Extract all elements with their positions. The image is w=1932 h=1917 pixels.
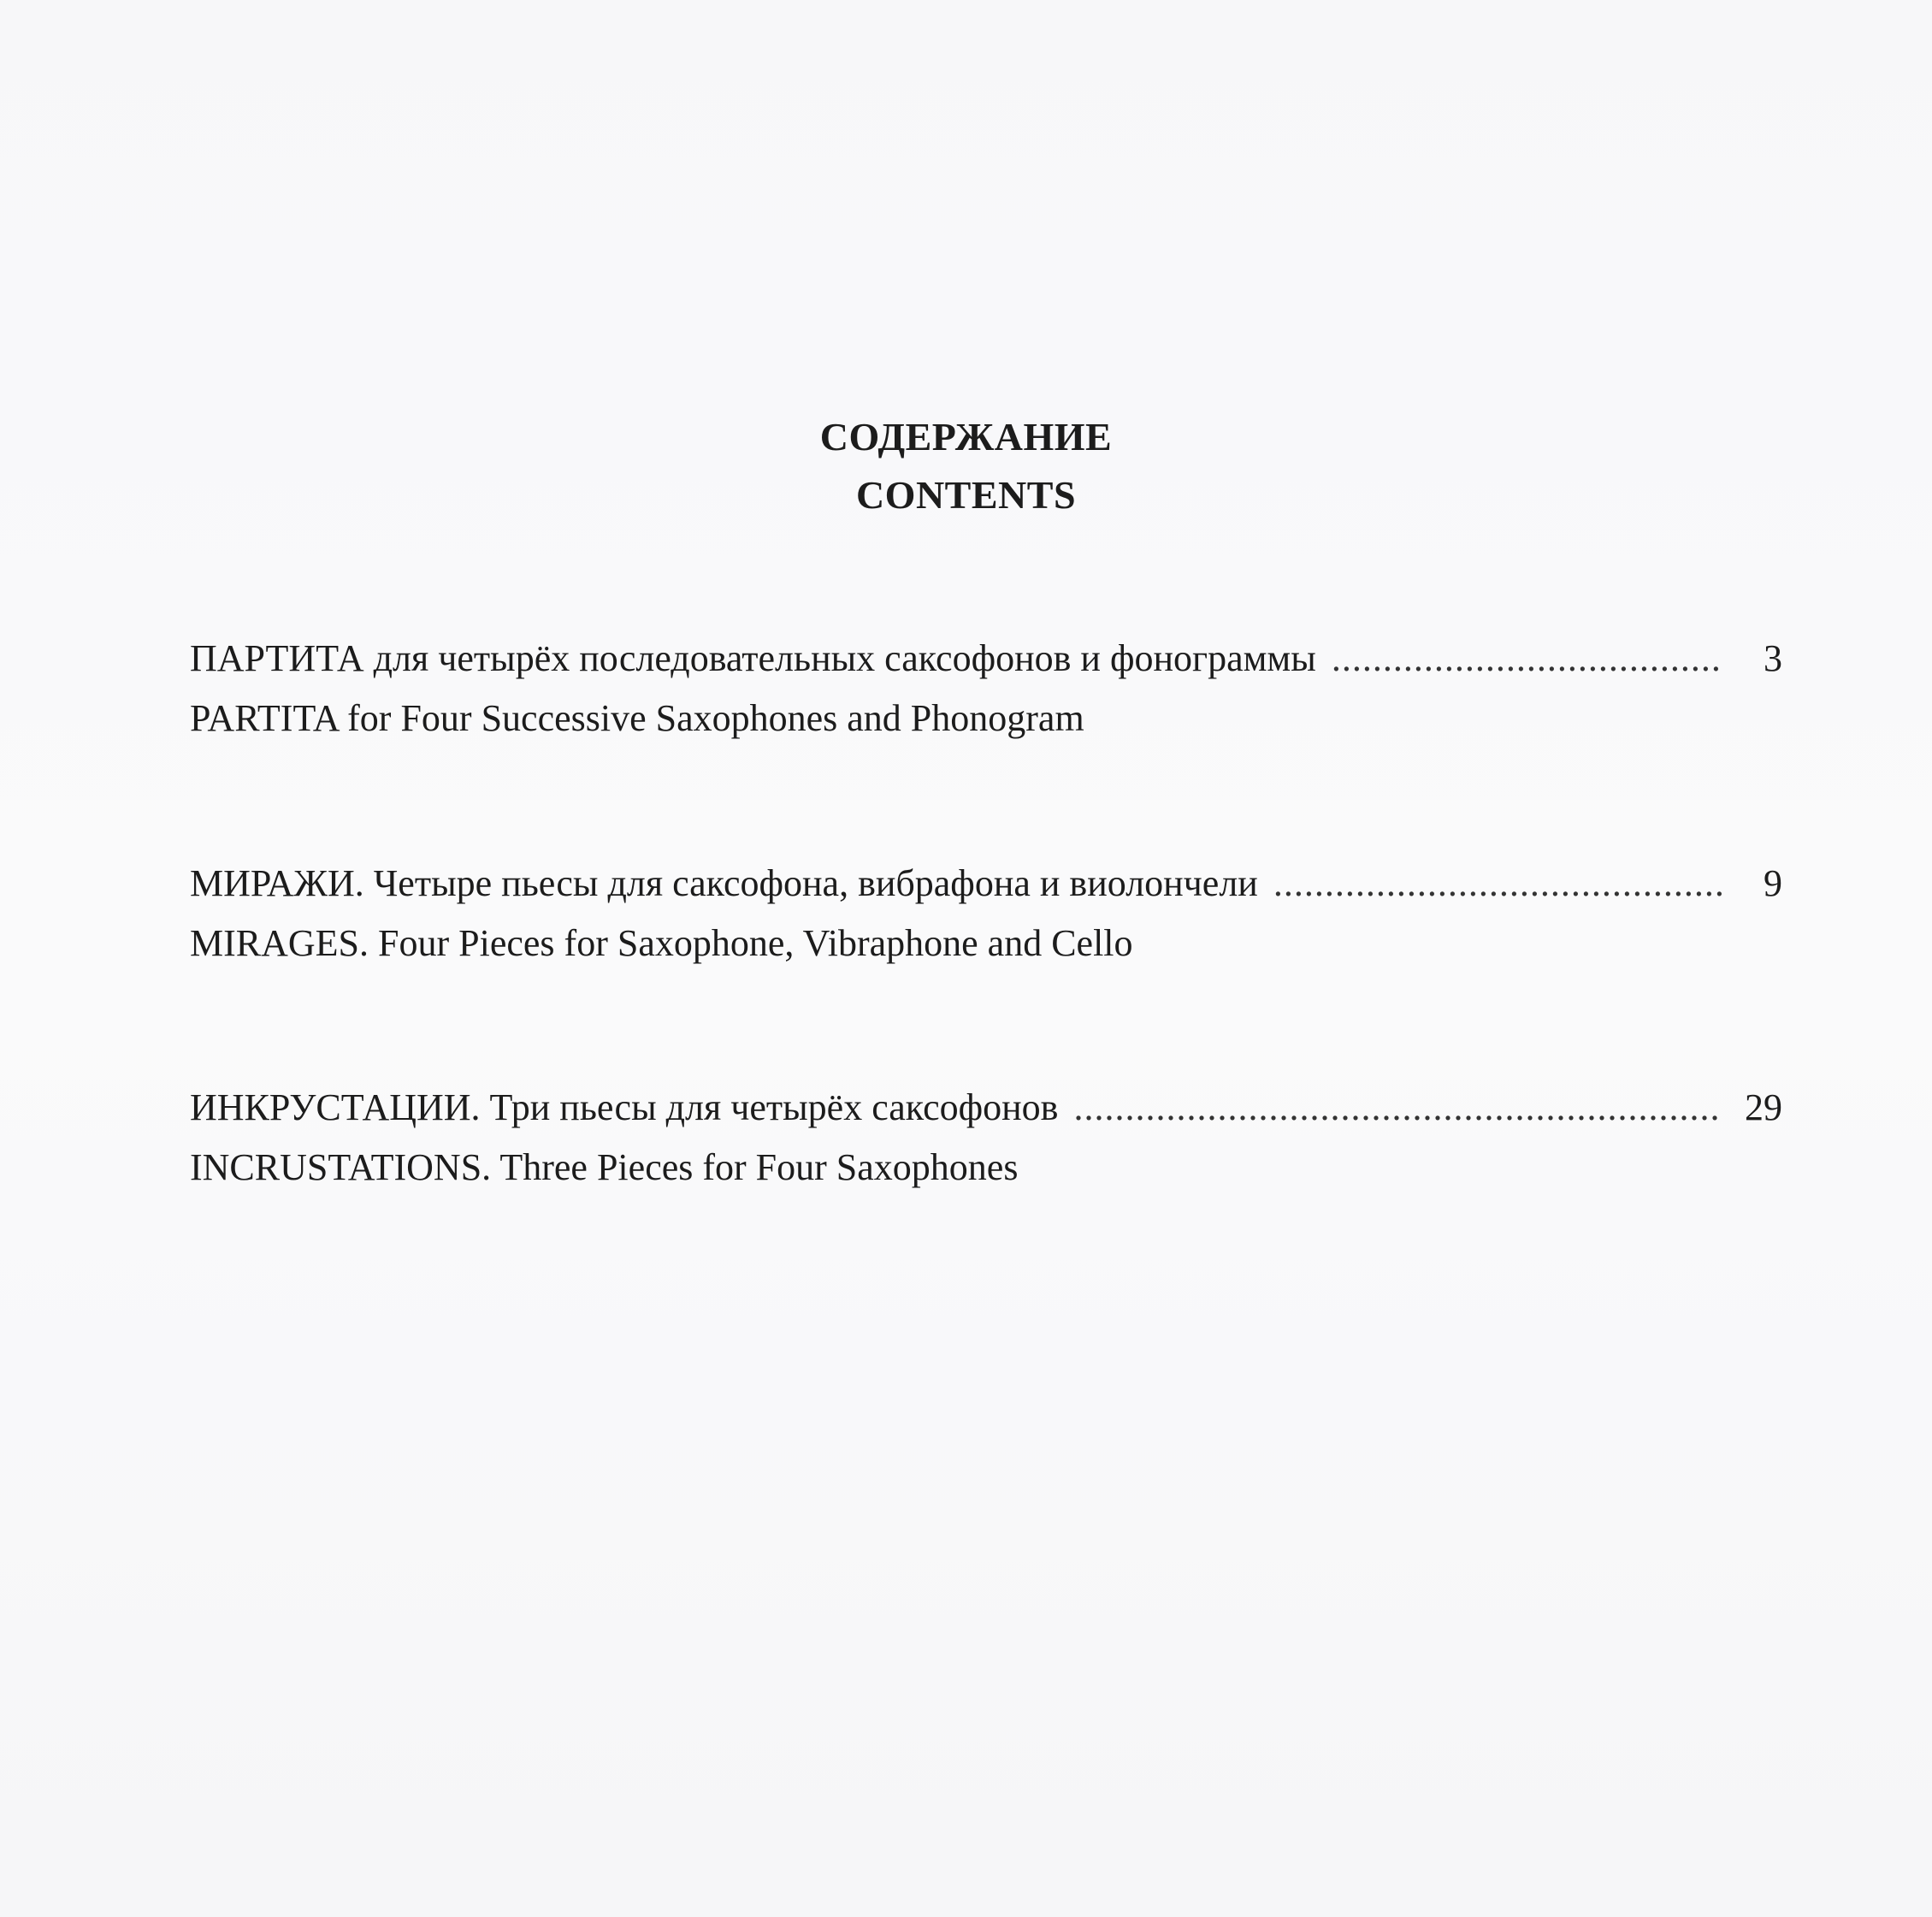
toc-entry-ru [190,862,1782,904]
toc-entry-title-en: PARTITA for Four Successive Saxophones and Phonogram [190,697,1084,739]
toc-entry-title-ru: МИРАЖИ. Четыре пьесы для саксофона, вибрафона и виолончели [190,862,1258,904]
toc-entry-page-number: 3 [1764,637,1782,679]
contents-heading-en: CONTENTS [855,473,1077,517]
dot-leader [1332,640,1722,677]
toc-entry-title-en: MIRAGES. Four Pieces for Saxophone, Vibraphone and Cello [190,922,1133,964]
dot-leader [1073,1089,1722,1127]
contents-heading-ru: СОДЕРЖАНИЕ [819,415,1113,459]
toc-entry-ru [190,637,1782,679]
toc-entry-page-number: 29 [1745,1086,1782,1128]
toc-entry-title-ru: ПАРТИТА для четырёх последовательных саксофонов и фонограммы [190,637,1316,679]
dot-leader [1273,865,1722,902]
toc-entry-page-number: 9 [1764,862,1782,904]
toc-entry-ru [190,1086,1782,1128]
toc-entry-title-en: INCRUSTATIONS. Three Pieces for Four Saxophones [190,1146,1019,1188]
toc-entry-title-ru: ИНКРУСТАЦИИ. Три пьесы для четырёх саксофонов [190,1086,1059,1128]
